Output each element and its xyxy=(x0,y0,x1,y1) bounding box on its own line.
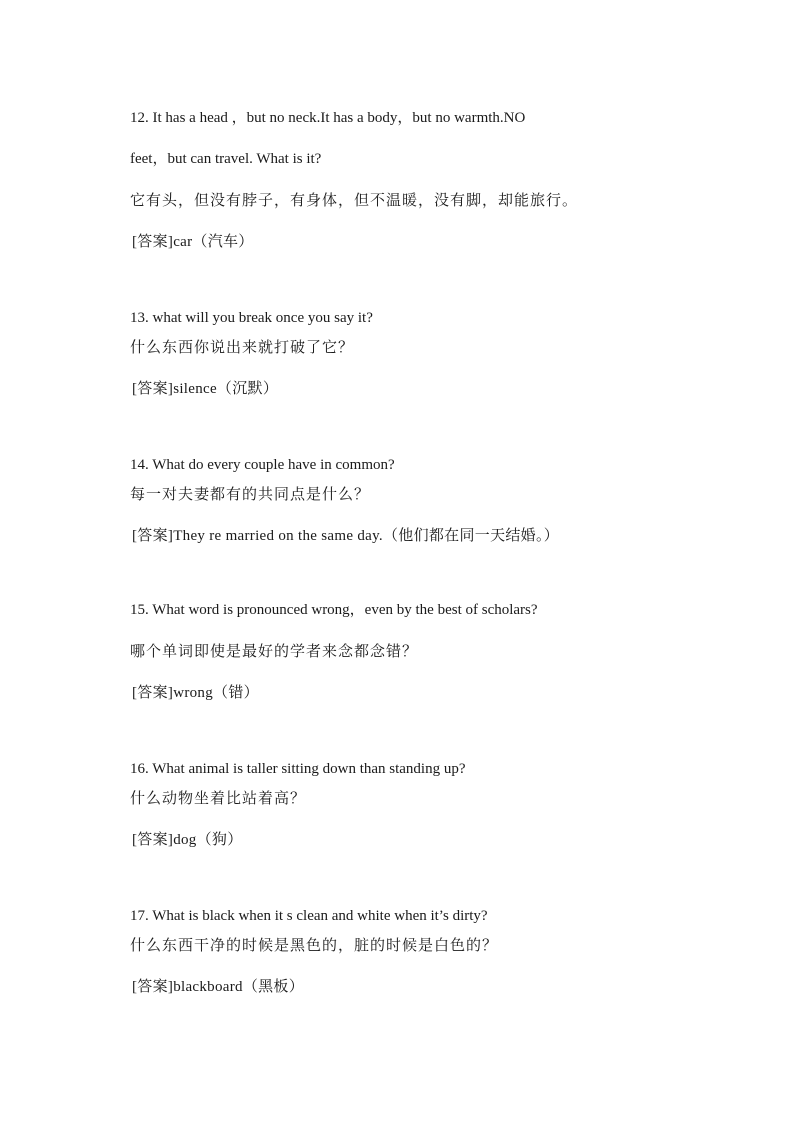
q14-question: 14. What do every couple have in common? xyxy=(130,457,395,473)
q12-question-line2: feet，but can travel. What is it? xyxy=(130,151,322,167)
q12-question-line1: 12. It has a head ，but no neck.It has a body，but no warmth.NO xyxy=(130,110,526,126)
q15-answer: [答案]wrong（错） xyxy=(132,685,259,701)
q15-chinese-translation: 哪个单词即使是最好的学者来念都念错？ xyxy=(130,642,419,660)
q13-question: 13. what will you break once you say it? xyxy=(130,310,373,326)
q15-question: 15. What word is pronounced wrong，even by the best of scholars? xyxy=(130,602,538,618)
q12-answer: [答案]car（汽车） xyxy=(132,234,254,250)
q14-chinese-translation: 每一对夫妻都有的共同点是什么？ xyxy=(130,485,371,503)
q12-chinese-translation: 它有头，但没有脖子，有身体，但不温暖，没有脚，却能旅行。 xyxy=(130,191,579,209)
q13-answer: [答案]silence（沉默） xyxy=(132,381,279,397)
q16-answer: [答案]dog（狗） xyxy=(132,832,243,848)
q14-answer: [答案]They re married on the same day.（他们都在同一天结婚。） xyxy=(132,528,560,544)
q13-chinese-translation: 什么东西你说出来就打破了它？ xyxy=(130,338,355,356)
q16-question: 16. What animal is taller sitting down than standing up? xyxy=(130,761,466,777)
q17-chinese-translation: 什么东西干净的时候是黑色的，脏的时候是白色的？ xyxy=(130,936,499,954)
q17-answer: [答案]blackboard（黑板） xyxy=(132,979,305,995)
q16-chinese-translation: 什么动物坐着比站着高？ xyxy=(130,789,307,807)
q17-question: 17. What is black when it s clean and white when it’s dirty? xyxy=(130,908,488,924)
